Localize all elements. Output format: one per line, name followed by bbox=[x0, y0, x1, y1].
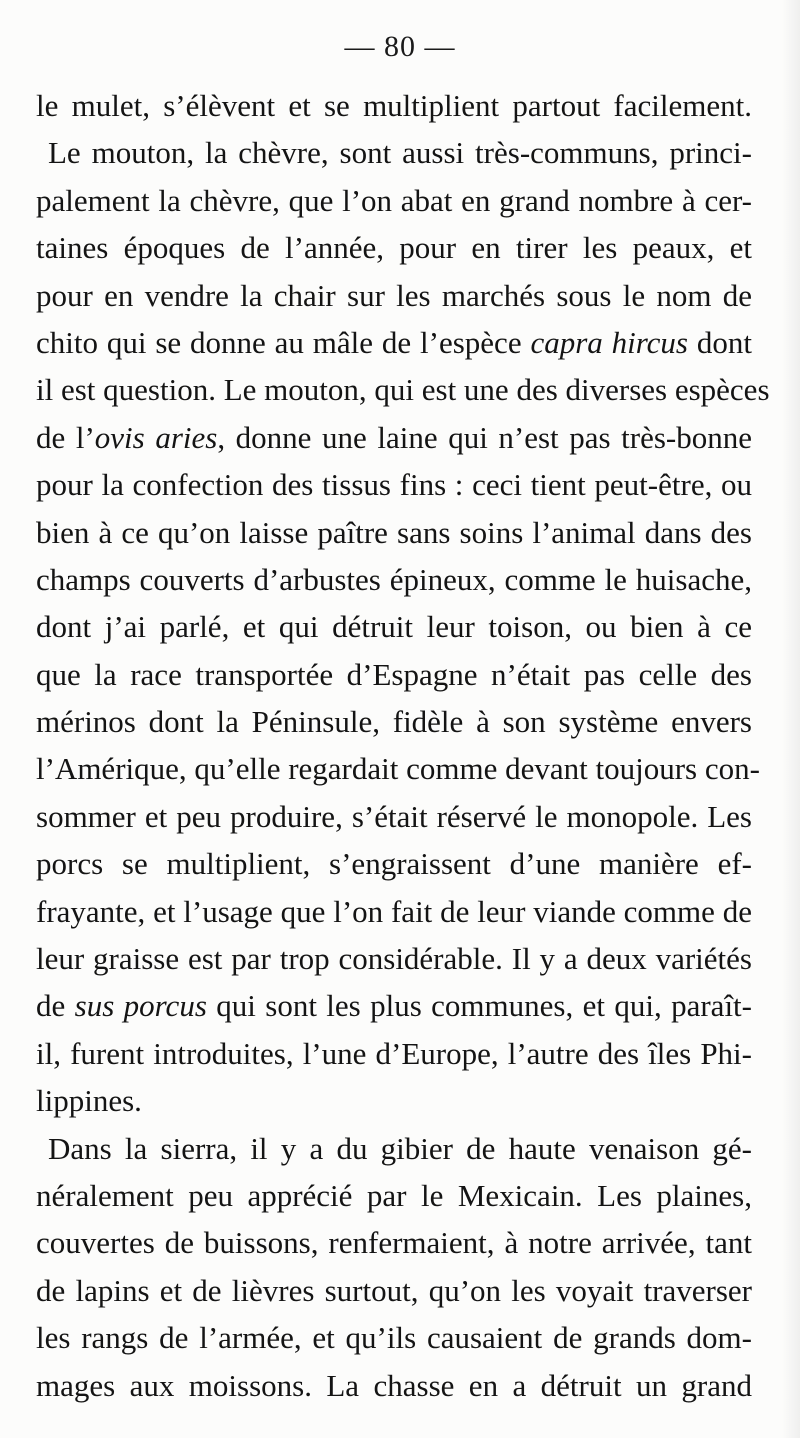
text-line: champs couverts d’arbustes épineux, comme le huisache, bbox=[36, 561, 752, 597]
text-line bbox=[36, 414, 752, 461]
text-line: il est question. Le mouton, qui est une des diverses espèces bbox=[36, 372, 770, 408]
text-span: qui sont les plus communes, et qui, paraît- bbox=[206, 988, 752, 1024]
text-line: que la race transportée d’Espagne n’était pas celle des bbox=[36, 656, 752, 692]
text-line: Dans la sierra, il y a du gibier de haute venaison gé- bbox=[48, 1130, 752, 1166]
text-line: de lapins et de lièvres surtout, qu’on les voyait traverser bbox=[36, 1272, 752, 1308]
text-line: mérinos dont la Péninsule, fidèle à son système envers bbox=[36, 704, 752, 740]
text-line: pour la confection des tissus fins : ceci tient peut-être, ou bbox=[36, 467, 752, 503]
text-span: de bbox=[36, 988, 75, 1024]
page-number: — 80 — bbox=[344, 30, 456, 63]
text-line: dont j’ai parlé, et qui détruit leur toison, ou bien à ce bbox=[36, 609, 752, 645]
text-line: mages aux moissons. La chasse en a détruit un grand bbox=[36, 1367, 752, 1403]
text-line bbox=[36, 319, 752, 366]
text-line: porcs se multiplient, s’engraissent d’une manière ef- bbox=[36, 846, 752, 882]
text-line: il, furent introduites, l’une d’Europe, l’autre des îles Phi- bbox=[36, 1035, 752, 1071]
text-line: le mulet, s’élèvent et se multiplient partout facilement. bbox=[36, 88, 752, 123]
text-line: lippines. bbox=[36, 1083, 142, 1119]
text-span: , donne une laine qui n’est pas très-bonne bbox=[217, 419, 752, 455]
text-line: taines époques de l’année, pour en tirer les peaux, et bbox=[36, 230, 752, 266]
italic-term: capra hircus bbox=[530, 324, 688, 360]
text-line bbox=[36, 982, 752, 1029]
text-line: pour en vendre la chair sur les marchés sous le nom de bbox=[36, 277, 752, 313]
text-line: les rangs de l’armée, et qu’ils causaient de grands dom- bbox=[36, 1320, 752, 1356]
text-span: chito qui se donne au mâle de l’espèce bbox=[36, 324, 531, 360]
text-line: bien à ce qu’on laisse paître sans soins l’animal dans des bbox=[36, 514, 752, 550]
text-line: leur graisse est par trop considérable. Il y a deux variétés bbox=[36, 941, 752, 977]
text-line: couvertes de buissons, renfermaient, à notre arrivée, tant bbox=[36, 1225, 752, 1261]
text-line: l’Amérique, qu’elle regardait comme devant toujours con- bbox=[36, 751, 760, 787]
text-line: frayante, et l’usage que l’on fait de leur viande comme de bbox=[36, 893, 752, 929]
text-line: sommer et peu produire, s’était réservé le monopole. Les bbox=[36, 798, 752, 834]
body-text bbox=[36, 82, 770, 1409]
text-line: néralement peu apprécié par le Mexicain. Les plaines, bbox=[36, 1177, 752, 1213]
italic-term: sus porcus bbox=[74, 988, 207, 1024]
text-line: palement la chèvre, que l’on abat en grand nombre à cer- bbox=[36, 182, 752, 218]
italic-term: ovis aries bbox=[94, 419, 218, 455]
text-span: de l’ bbox=[36, 419, 95, 455]
text-span: dont bbox=[688, 324, 752, 360]
page-edge-shadow bbox=[782, 0, 800, 1438]
text-line: Le mouton, la chèvre, sont aussi très-communs, princi- bbox=[48, 135, 752, 171]
